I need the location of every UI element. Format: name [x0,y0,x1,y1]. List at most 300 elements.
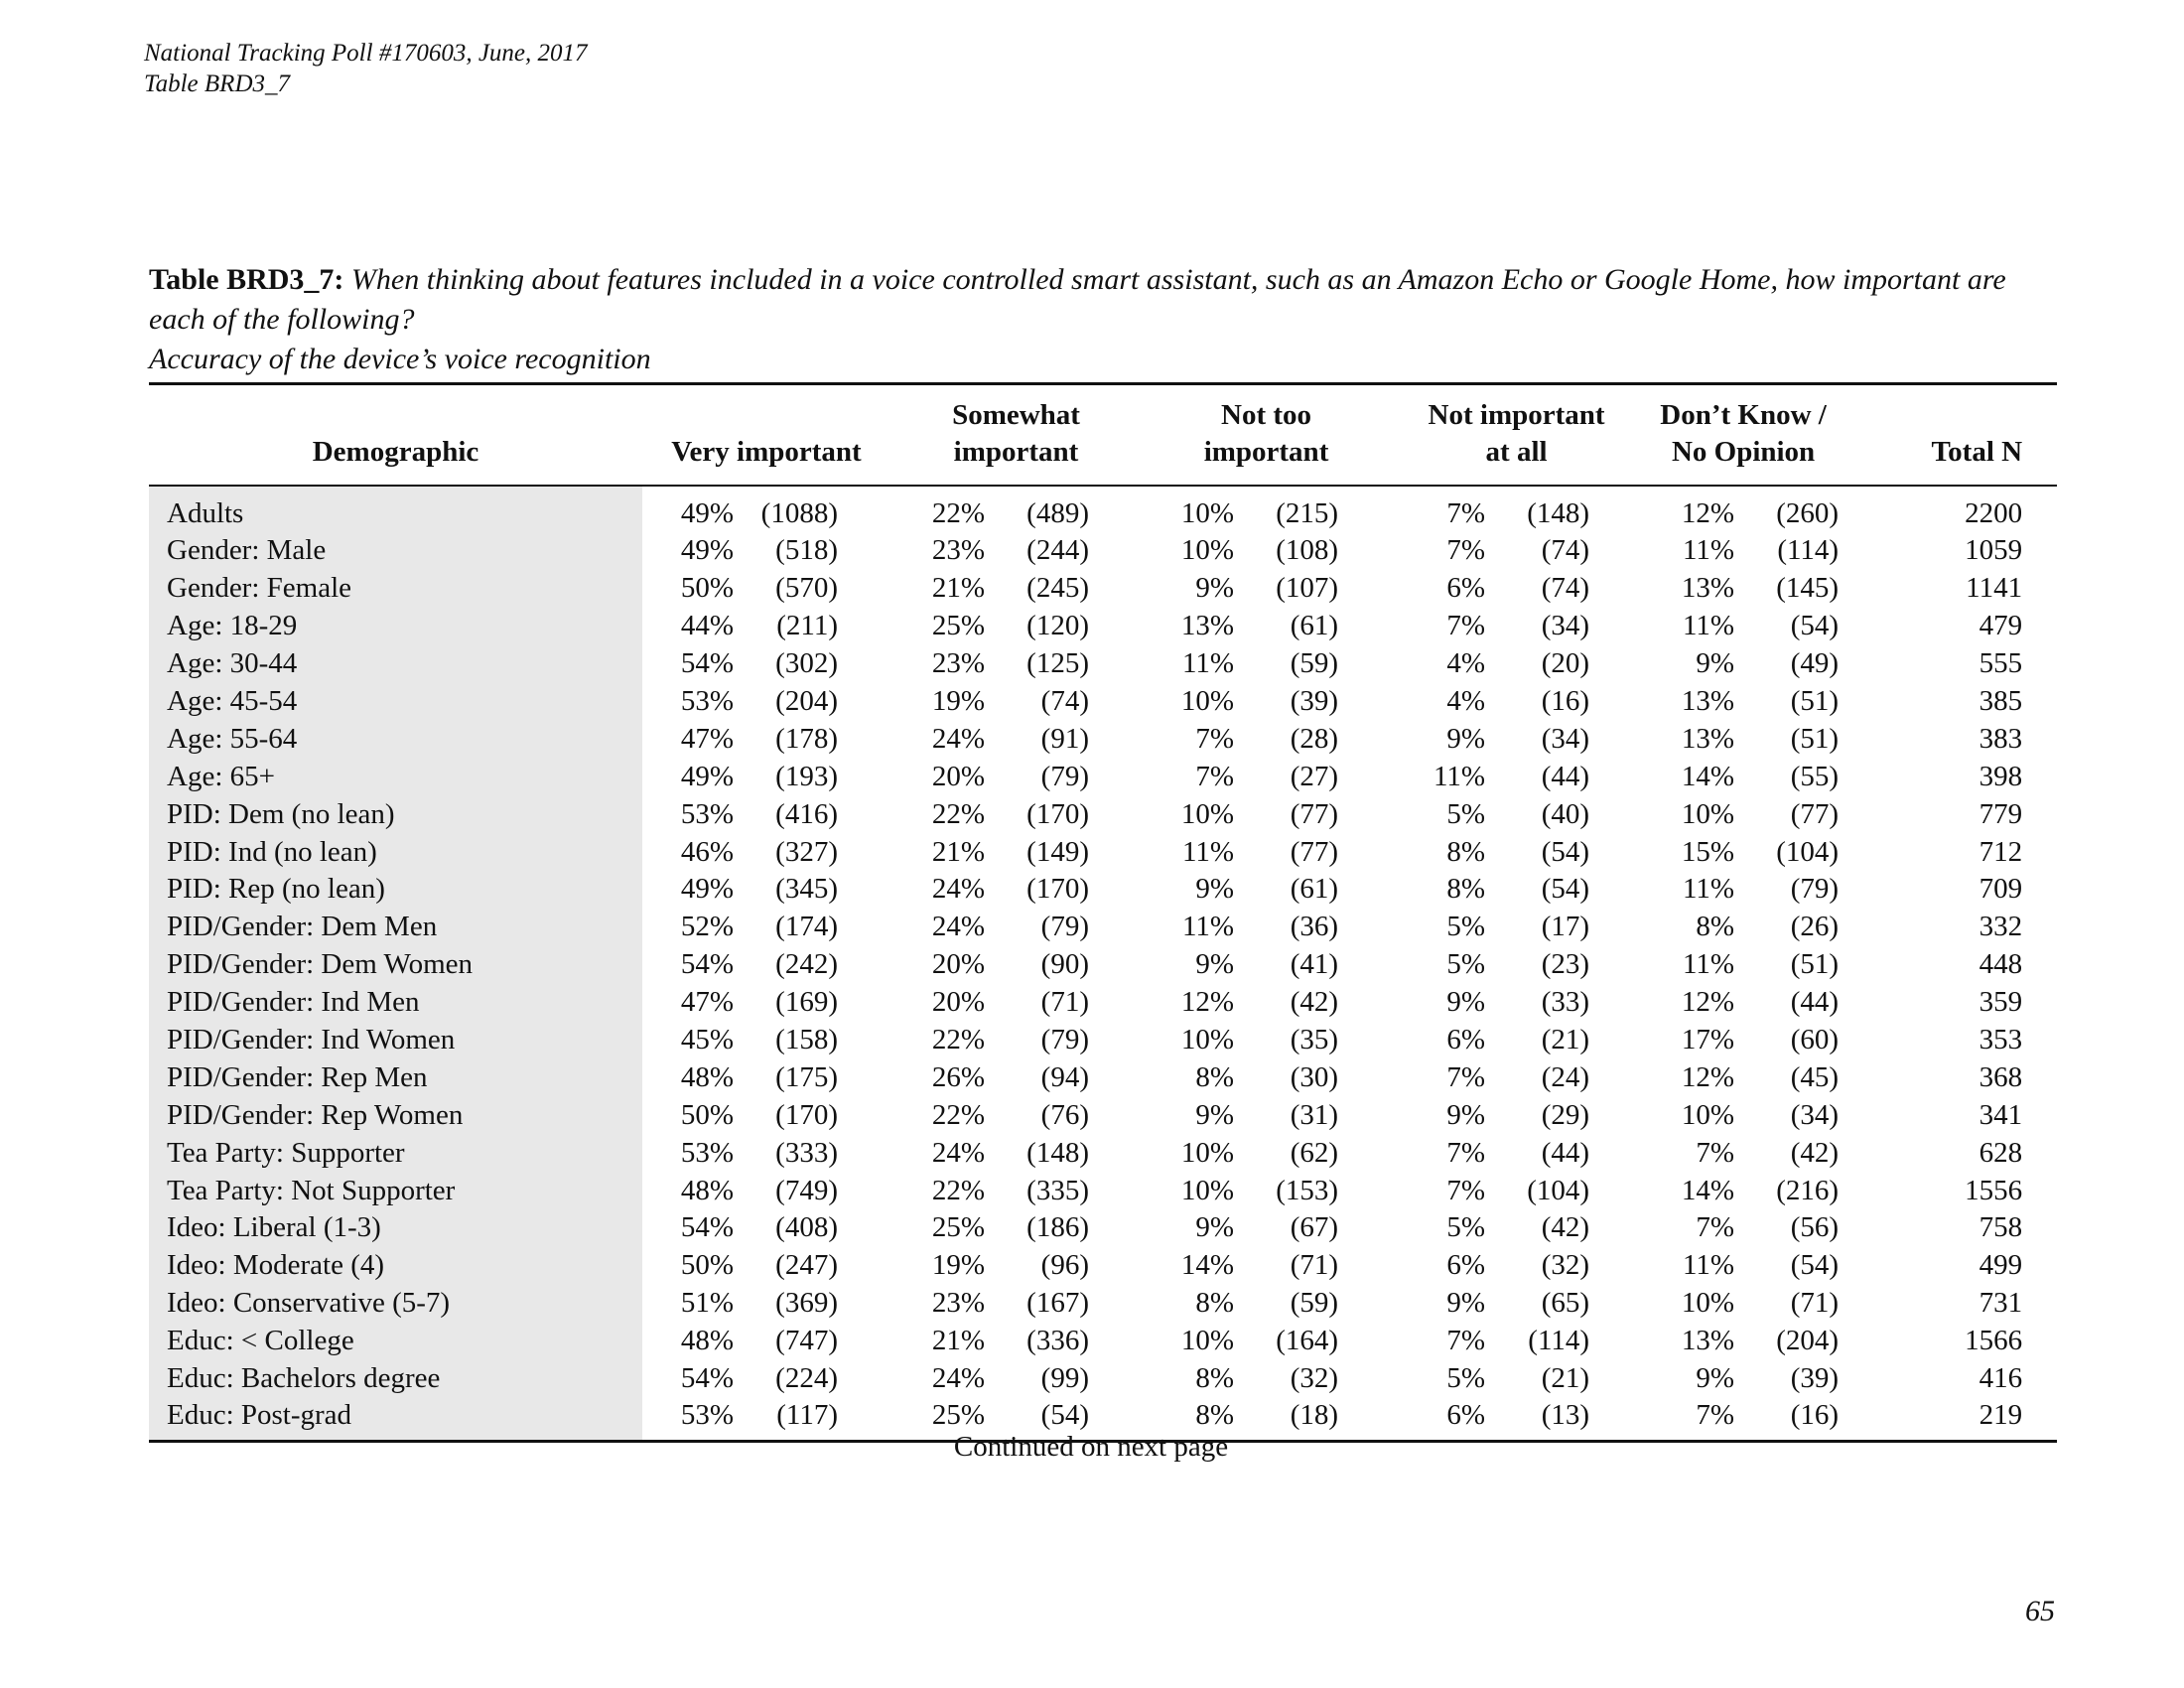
cell-count: (16) [1541,685,1590,717]
cell-percent: 54% [680,1362,734,1395]
cell-percent: 10% [1681,1287,1735,1320]
cell-count: (42) [1290,986,1339,1019]
cell-percent: 8% [1195,1362,1235,1395]
cell-spacer [1595,645,1642,683]
row-label: Gender: Male [149,532,642,570]
cell-count: (62) [1290,1136,1339,1169]
cell-spacer [844,909,890,946]
row-label: Educ: Bachelors degree [149,1360,642,1398]
cell-count: (21) [1541,1362,1590,1395]
table-row [149,608,2057,645]
cell-count: (74) [1541,572,1590,605]
cell-count: (302) [775,647,838,680]
cell-count: (117) [776,1399,838,1432]
cell-count: (18) [1290,1399,1339,1432]
cell-percent: 45% [680,1024,734,1056]
cell-spacer [1344,720,1391,758]
continued-note: Continued on next page [953,1431,1229,1463]
cell-percent: 5% [1446,797,1486,830]
cell-percent: 24% [931,1362,985,1395]
cell-percent: 13% [1681,685,1735,717]
cell-count: (91) [1040,722,1089,755]
caption-label: Table BRD3_7: [149,263,344,296]
table-row [149,795,2057,833]
row-label: Ideo: Moderate (4) [149,1247,642,1285]
cell-percent: 20% [931,760,985,792]
cell-total-n: 628 [1979,1136,2023,1169]
cell-count: (61) [1290,873,1339,906]
cell-total-n: 219 [1979,1399,2023,1432]
cell-count: (107) [1276,572,1339,605]
cell-count: (99) [1040,1362,1089,1395]
cell-count: (67) [1290,1211,1339,1244]
cell-count: (148) [1527,497,1590,529]
cell-count: (34) [1541,610,1590,642]
cell-count: (32) [1290,1362,1339,1395]
cell-percent: 22% [931,1024,985,1056]
cell-spacer [844,795,890,833]
cell-spacer [1095,720,1142,758]
cell-percent: 21% [931,1325,985,1357]
cell-spacer [844,1209,890,1247]
cell-count: (114) [1777,534,1840,567]
cell-spacer [1344,758,1391,795]
cell-count: (44) [1790,986,1840,1019]
cell-spacer [1595,1096,1642,1134]
cell-total-n: 555 [1979,647,2023,680]
cell-percent: 6% [1446,1024,1486,1056]
cell-count: (145) [1776,572,1840,605]
cell-count: (71) [1040,986,1089,1019]
cell-percent: 50% [680,572,734,605]
cell-spacer [1344,909,1391,946]
cell-count: (749) [775,1174,838,1206]
cell-percent: 10% [1180,534,1235,567]
row-label: Age: 65+ [149,758,642,795]
cell-percent: 13% [1681,572,1735,605]
cell-percent: 21% [931,572,985,605]
cell-count: (114) [1528,1325,1590,1357]
cell-spacer [1095,1360,1142,1398]
cell-spacer [844,486,890,532]
cell-count: (77) [1790,797,1840,830]
cell-count: (108) [1276,534,1339,567]
cell-count: (125) [1026,647,1089,680]
cell-total-n: 709 [1979,873,2023,906]
cell-count: (54) [1541,873,1590,906]
header-total-n: Total N [1931,436,2023,468]
table-row [149,570,2057,608]
cell-count: (39) [1290,685,1339,717]
cell-total-n: 383 [1979,722,2023,755]
cell-spacer [844,1172,890,1209]
cell-count: (76) [1040,1098,1089,1131]
cell-spacer [1095,758,1142,795]
cell-total-n: 499 [1979,1249,2023,1282]
cell-count: (24) [1541,1060,1590,1093]
cell-count: (71) [1790,1287,1840,1320]
row-label: Age: 45-54 [149,683,642,721]
cell-total-n: 341 [1979,1098,2023,1131]
cell-percent: 11% [1682,873,1735,906]
cell-spacer [1344,984,1391,1022]
page-number: 65 [2025,1595,2055,1627]
cell-percent: 49% [680,873,734,906]
cell-count: (40) [1541,797,1590,830]
cell-count: (104) [1776,835,1840,868]
cell-spacer [1595,720,1642,758]
table-row [149,1285,2057,1323]
cell-spacer [1595,486,1642,532]
cell-count: (416) [775,797,838,830]
table-row [149,1172,2057,1209]
cell-percent: 8% [1446,835,1486,868]
cell-count: (175) [775,1060,838,1093]
cell-percent: 24% [931,1136,985,1169]
cell-percent: 53% [680,1136,734,1169]
cell-spacer [1095,1022,1142,1059]
cell-spacer [1344,608,1391,645]
table-row [149,1323,2057,1360]
cell-percent: 49% [680,760,734,792]
cell-total-n: 1556 [1965,1174,2023,1206]
cell-total-n: 779 [1979,797,2023,830]
cell-percent: 4% [1446,685,1486,717]
cell-percent: 13% [1180,610,1235,642]
cell-total-n: 398 [1979,760,2023,792]
cell-percent: 21% [931,835,985,868]
table-row [149,1360,2057,1398]
cell-percent: 10% [1180,497,1235,529]
cell-count: (408) [775,1211,838,1244]
row-label: PID: Ind (no lean) [149,833,642,871]
row-label: Educ: < College [149,1323,642,1360]
row-label: PID: Dem (no lean) [149,795,642,833]
cell-spacer [1595,758,1642,795]
cell-percent: 14% [1180,1249,1235,1282]
cell-spacer [844,683,890,721]
cell-total-n: 353 [1979,1024,2023,1056]
cell-spacer [1095,570,1142,608]
cell-count: (215) [1276,497,1339,529]
cell-spacer [1095,795,1142,833]
cell-percent: 7% [1195,722,1235,755]
cell-percent: 22% [931,1174,985,1206]
cell-count: (59) [1290,647,1339,680]
cell-spacer [1344,1285,1391,1323]
cell-count: (54) [1790,610,1840,642]
header-dont-know: Don’t Know / No Opinion [1660,399,1827,468]
cell-percent: 10% [1180,1024,1235,1056]
cell-total-n: 416 [1979,1362,2023,1395]
cell-count: (1088) [760,497,838,529]
cell-count: (164) [1276,1325,1339,1357]
cell-spacer [1095,1172,1142,1209]
cell-count: (54) [1040,1399,1089,1432]
cell-count: (51) [1790,722,1840,755]
cell-percent: 11% [1682,534,1735,567]
cell-percent: 23% [931,1287,985,1320]
cell-spacer [1344,1247,1391,1285]
cell-percent: 11% [1181,647,1235,680]
cell-percent: 25% [931,610,985,642]
cell-percent: 9% [1195,948,1235,981]
cell-total-n: 448 [1979,948,2023,981]
header-not-too-important: Not too important [1203,399,1329,468]
cell-percent: 7% [1446,1325,1486,1357]
cell-spacer [1344,683,1391,721]
cell-percent: 12% [1681,986,1735,1019]
cell-spacer [844,532,890,570]
cell-count: (167) [1026,1287,1089,1320]
cell-spacer [1095,683,1142,721]
cell-count: (170) [775,1098,838,1131]
cell-percent: 7% [1195,760,1235,792]
cell-spacer [1595,1022,1642,1059]
cell-percent: 9% [1195,1211,1235,1244]
cell-spacer [1595,1172,1642,1209]
row-label: Tea Party: Not Supporter [149,1172,642,1209]
cell-count: (49) [1790,647,1840,680]
cell-spacer [1095,1323,1142,1360]
cell-spacer [1595,1323,1642,1360]
cell-count: (242) [775,948,838,981]
cell-percent: 11% [1682,1249,1735,1282]
cell-percent: 8% [1195,1287,1235,1320]
cell-percent: 5% [1446,911,1486,943]
table-caption [149,260,2057,379]
cell-count: (65) [1541,1287,1590,1320]
cell-spacer [844,833,890,871]
cell-count: (51) [1790,685,1840,717]
cell-count: (77) [1290,797,1339,830]
cell-spacer [1344,570,1391,608]
cell-count: (216) [1776,1174,1840,1206]
cell-spacer [1595,570,1642,608]
cell-count: (56) [1790,1211,1840,1244]
cell-spacer [844,608,890,645]
cell-spacer [844,1360,890,1398]
table-body [149,486,2057,1442]
cell-percent: 47% [680,722,734,755]
cell-spacer [844,1134,890,1172]
cell-percent: 8% [1195,1060,1235,1093]
cell-count: (148) [1026,1136,1089,1169]
header-demographic: Demographic [312,436,479,468]
cell-count: (104) [1527,1174,1590,1206]
cell-percent: 13% [1681,722,1735,755]
cell-count: (74) [1040,685,1089,717]
cell-percent: 8% [1446,873,1486,906]
cell-percent: 19% [931,685,985,717]
cell-spacer [1595,946,1642,984]
cell-total-n: 385 [1979,685,2023,717]
table-row [149,1134,2057,1172]
cell-percent: 53% [680,1399,734,1432]
cell-count: (153) [1276,1174,1339,1206]
cell-percent: 17% [1681,1024,1735,1056]
cell-count: (747) [775,1325,838,1357]
cell-percent: 52% [680,911,734,943]
row-label: Age: 30-44 [149,645,642,683]
cell-spacer [844,1096,890,1134]
cell-count: (79) [1040,1024,1089,1056]
cell-spacer [1595,608,1642,645]
cell-percent: 9% [1195,1098,1235,1131]
cell-count: (79) [1790,873,1840,906]
cell-percent: 5% [1446,1362,1486,1395]
row-label: Tea Party: Supporter [149,1134,642,1172]
cell-percent: 7% [1446,497,1486,529]
cell-percent: 10% [1180,1136,1235,1169]
cell-percent: 51% [680,1287,734,1320]
table-row [149,645,2057,683]
cell-count: (335) [1026,1174,1089,1206]
cell-percent: 10% [1180,1174,1235,1206]
cell-count: (224) [775,1362,838,1395]
cell-spacer [1595,984,1642,1022]
cell-count: (204) [1776,1325,1840,1357]
cell-count: (74) [1541,534,1590,567]
cell-count: (16) [1790,1399,1840,1432]
cell-percent: 11% [1181,911,1235,943]
row-label: PID/Gender: Rep Women [149,1096,642,1134]
row-label: PID/Gender: Dem Women [149,946,642,984]
cell-spacer [1595,1247,1642,1285]
row-label: Educ: Post-grad [149,1397,642,1442]
table-row [149,1209,2057,1247]
cell-spacer [1595,795,1642,833]
page-header [144,38,588,99]
table-id: Table BRD3_7 [144,70,290,97]
cell-spacer [1595,1209,1642,1247]
cell-count: (336) [1026,1325,1089,1357]
cell-count: (489) [1026,497,1089,529]
cell-spacer [844,570,890,608]
cell-percent: 7% [1696,1211,1735,1244]
cell-spacer [1095,1285,1142,1323]
cell-percent: 10% [1681,1098,1735,1131]
cell-spacer [1095,833,1142,871]
cell-spacer [1095,1247,1142,1285]
cell-spacer [844,758,890,795]
table-row [149,720,2057,758]
cell-spacer [1344,871,1391,909]
cell-percent: 54% [680,948,734,981]
cell-percent: 14% [1681,760,1735,792]
cell-count: (41) [1290,948,1339,981]
cell-count: (77) [1290,835,1339,868]
cell-percent: 6% [1446,572,1486,605]
cell-percent: 13% [1681,1325,1735,1357]
cell-count: (28) [1290,722,1339,755]
row-label: PID: Rep (no lean) [149,871,642,909]
cell-total-n: 1059 [1965,534,2023,567]
cell-count: (13) [1541,1399,1590,1432]
cell-spacer [1344,486,1391,532]
cell-spacer [1344,1172,1391,1209]
cell-percent: 49% [680,534,734,567]
row-label: Gender: Female [149,570,642,608]
cell-total-n: 368 [1979,1060,2023,1093]
table-row [149,1247,2057,1285]
cell-percent: 9% [1446,986,1486,1019]
table-row [149,984,2057,1022]
cell-spacer [1344,645,1391,683]
cell-count: (90) [1040,948,1089,981]
header-somewhat-important: Somewhat important [952,399,1080,468]
cell-percent: 5% [1446,948,1486,981]
cell-percent: 24% [931,911,985,943]
cell-spacer [1095,871,1142,909]
cell-count: (20) [1541,647,1590,680]
cell-spacer [844,1323,890,1360]
cell-spacer [1095,608,1142,645]
table-row [149,1096,2057,1134]
cell-count: (59) [1290,1287,1339,1320]
cell-count: (30) [1290,1060,1339,1093]
cell-count: (518) [775,534,838,567]
row-label: Ideo: Conservative (5-7) [149,1285,642,1323]
cell-percent: 47% [680,986,734,1019]
cell-percent: 8% [1696,911,1735,943]
cell-count: (345) [775,873,838,906]
cell-percent: 54% [680,1211,734,1244]
cell-count: (327) [775,835,838,868]
caption-question: When thinking about features included in a voice controlled smart assistant, such as an Amazon Echo or Google Home, how important are each of the following? [149,263,2006,336]
cell-spacer [1095,946,1142,984]
row-label: PID/Gender: Ind Men [149,984,642,1022]
cell-percent: 25% [931,1399,985,1432]
cell-count: (245) [1026,572,1089,605]
cell-spacer [1344,1022,1391,1059]
caption-subtitle: Accuracy of the device’s voice recognition [149,343,651,375]
cell-spacer [1344,1096,1391,1134]
cell-percent: 7% [1446,610,1486,642]
cell-spacer [1344,946,1391,984]
cell-count: (17) [1541,911,1590,943]
table-row [149,946,2057,984]
cell-count: (27) [1290,760,1339,792]
cell-percent: 12% [1681,497,1735,529]
cell-count: (244) [1026,534,1089,567]
cell-count: (55) [1790,760,1840,792]
cell-spacer [1595,1285,1642,1323]
cell-percent: 20% [931,986,985,1019]
cell-spacer [844,1285,890,1323]
cell-count: (570) [775,572,838,605]
table-row [149,1058,2057,1096]
cell-percent: 6% [1446,1249,1486,1282]
cell-spacer [1095,486,1142,532]
cell-percent: 46% [680,835,734,868]
cell-spacer [1595,1134,1642,1172]
cell-count: (333) [775,1136,838,1169]
row-label: PID/Gender: Rep Men [149,1058,642,1096]
cell-count: (32) [1541,1249,1590,1282]
cell-count: (204) [775,685,838,717]
cell-percent: 22% [931,797,985,830]
cell-percent: 6% [1446,1399,1486,1432]
cell-spacer [1095,1058,1142,1096]
cell-count: (39) [1790,1362,1840,1395]
cell-spacer [1095,1134,1142,1172]
cell-percent: 9% [1195,873,1235,906]
cell-percent: 10% [1180,685,1235,717]
cell-percent: 48% [680,1174,734,1206]
cell-count: (178) [775,722,838,755]
data-table [149,382,2057,1445]
